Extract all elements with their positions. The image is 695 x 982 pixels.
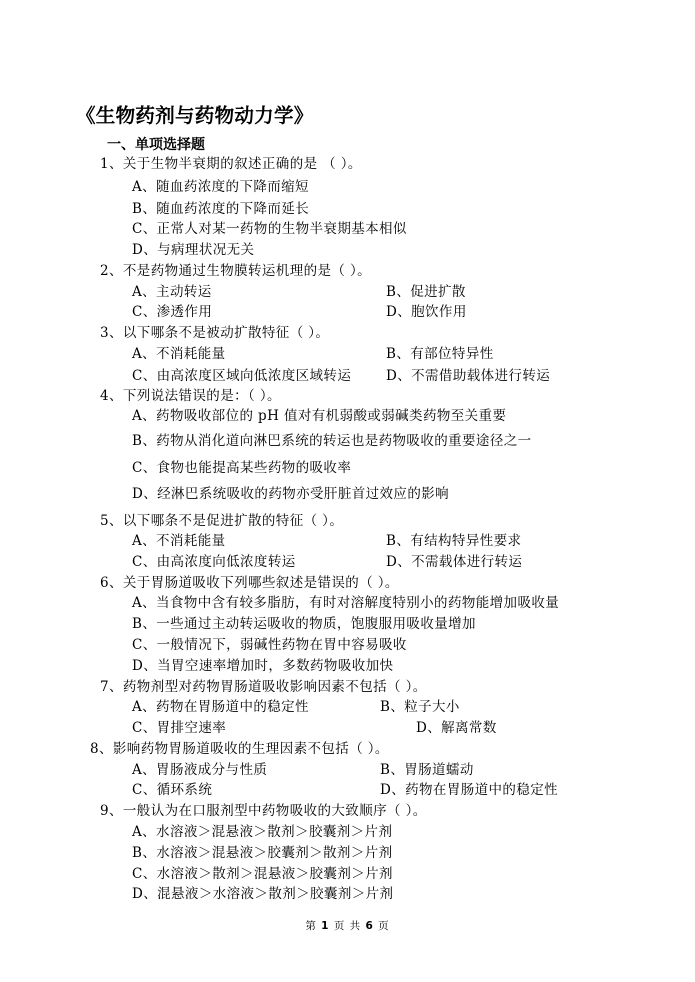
q1-option-b: B、随血药浓度的下降而延长 [132,201,310,217]
footer-prefix: 第 [305,920,317,932]
question-stem-2: 2、不是药物通过生物膜转运机理的是（ ）。 [100,263,372,279]
q9-option-c: C、水溶液＞散剂＞混悬液＞胶囊剂＞片剂 [132,866,393,882]
footer-suffix: 页 [378,920,390,932]
q9-option-a: A、水溶液＞混悬液＞散剂＞胶囊剂＞片剂 [132,824,393,840]
q8-option-c: C、循环系统 [132,782,213,798]
page-footer [0,918,695,933]
q5-option-a: A、不消耗能量 [132,533,226,549]
question-stem-6: 6、关于胃肠道吸收下列哪些叙述是错误的（ ）。 [100,575,399,591]
q7-option-a: A、药物在胃肠道中的稳定性 [132,699,309,715]
section-heading: 一、单项选择题 [107,137,205,153]
q5-option-c: C、由高浓度向低浓度转运 [132,554,296,570]
question-stem-9: 9、一般认为在口服剂型中药物吸收的大致顺序（ ）。 [100,803,427,819]
q6-option-c: C、一般情况下，弱碱性药物在胃中容易吸收 [132,637,407,653]
question-stem-7: 7、药物剂型对药物胃肠道吸收影响因素不包括（ ）。 [100,679,427,695]
question-stem-1: 1、关于生物半衰期的叙述正确的是 （ ）。 [100,156,362,172]
q3-option-a: A、不消耗能量 [132,346,226,362]
q9-option-d: D、混悬液＞水溶液＞散剂＞胶囊剂＞片剂 [132,886,394,902]
question-stem-3: 3、以下哪条不是被动扩散特征（ ）。 [100,325,330,341]
q6-option-d: D、当胃空速率增加时，多数药物吸收加快 [132,658,394,674]
q4-option-a: A、药物吸收部位的 pH 值对有机弱酸或弱碱类药物至关重要 [132,408,507,424]
q7-option-c: C、胃排空速率 [132,720,227,736]
q1-option-c: C、正常人对某一药物的生物半衰期基本相似 [132,221,407,237]
footer-total-pages: 6 [365,920,374,932]
q1-option-d: D、与病理状况无关 [132,242,255,258]
q2-option-a: A、主动转运 [132,284,212,300]
q8-option-a: A、胃肠液成分与性质 [132,762,268,778]
q6-option-b: B、一些通过主动转运吸收的物质，饱腹服用吸收量增加 [132,616,476,632]
q8-option-b: B、胃肠道蠕动 [380,762,474,778]
footer-middle: 页 共 [333,920,362,932]
q9-option-b: B、水溶液＞混悬液＞胶囊剂＞散剂＞片剂 [132,845,393,861]
q4-option-b: B、药物从消化道向淋巴系统的转运也是药物吸收的重要途径之一 [132,433,532,449]
document-title: 《生物药剂与药物动力学》 [76,104,314,127]
q2-option-d: D、胞饮作用 [386,304,467,320]
q4-option-c: C、食物也能提高某些药物的吸收率 [132,460,352,476]
q2-option-b: B、促进扩散 [386,284,466,300]
q1-option-a: A、随血药浓度的下降而缩短 [132,179,309,195]
q7-option-b: B、粒子大小 [380,699,460,715]
q6-option-a: A、当食物中含有较多脂肪，有时对溶解度特别小的药物能增加吸收量 [132,595,560,611]
q8-option-d: D、药物在胃肠道中的稳定性 [380,782,559,798]
q5-option-b: B、有结构特异性要求 [386,533,522,549]
question-stem-4: 4、下列说法错误的是：（ ）。 [100,388,281,404]
q7-option-d: D、解离常数 [416,720,497,736]
q3-option-c: C、由高浓度区域向低浓度区域转运 [132,368,352,384]
footer-page-number: 1 [321,920,330,932]
question-stem-8: 8、影响药物胃肠道吸收的生理因素不包括（ ）。 [90,741,389,757]
q2-option-c: C、渗透作用 [132,304,213,320]
q3-option-d: D、不需借助载体进行转运 [386,368,551,384]
q3-option-b: B、有部位特异性 [386,346,494,362]
q4-option-d: D、经淋巴系统吸收的药物亦受肝脏首过效应的影响 [132,486,450,502]
q5-option-d: D、不需载体进行转运 [386,554,523,570]
question-stem-5: 5、以下哪条不是促进扩散的特征（ ）。 [100,513,344,529]
